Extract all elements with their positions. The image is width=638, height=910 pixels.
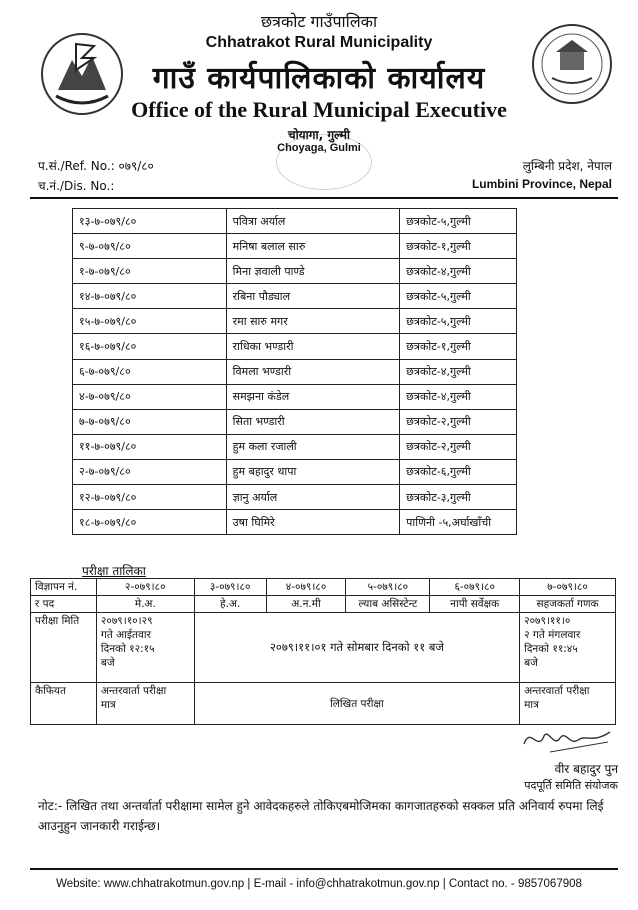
candidate-id: १-७-०७९/८० bbox=[73, 259, 227, 284]
note-text: नोट:- लिखित तथा अन्तर्वार्ता परीक्षामा सामेल हुने आवेदकहरुले तोकिएबमोजिमका कागजातहरुको सक्कल प्रति अनिवार्य रुपमा लिई आउनुहुन जानकारी गराईन्छ। bbox=[38, 799, 604, 833]
table-row bbox=[73, 259, 517, 284]
advert-number: ४-०७९।८० bbox=[266, 579, 346, 596]
remark-line: मात्र bbox=[524, 699, 539, 711]
candidate-address: छत्रकोट-६,गुल्मी bbox=[400, 459, 517, 484]
advert-number: २-०७९।८० bbox=[96, 579, 194, 596]
candidate-id: १२-७-०७९/८० bbox=[73, 485, 227, 510]
location-nepali: चोयागा, गुल्मी bbox=[287, 128, 351, 142]
candidate-name: राधिका भण्डारी bbox=[226, 334, 399, 359]
province-english: Lumbini Province, Nepal bbox=[471, 177, 612, 191]
municipality-name-nepali: छत्रकोट गाउँपालिका bbox=[260, 12, 378, 31]
candidate-id: १५-७-०७९/८० bbox=[73, 309, 227, 334]
table-row bbox=[73, 409, 517, 434]
advert-number: ३-०७९।८० bbox=[194, 579, 266, 596]
province-nepali: लुम्बिनी प्रदेश, नेपाल bbox=[522, 159, 612, 173]
candidate-id: ६-७-०७९/८० bbox=[73, 359, 227, 384]
candidate-id: २-७-०७९/८० bbox=[73, 459, 227, 484]
remark-line: अन्तरवार्ता परीक्षा bbox=[100, 685, 167, 697]
table-row bbox=[73, 459, 517, 484]
date-line: २०७९।१०।२९ bbox=[100, 615, 153, 627]
candidate-id: ११-७-०७९/८० bbox=[73, 434, 227, 459]
post-name: ल्याब असिस्टेन्ट bbox=[346, 596, 430, 613]
office-name-nepali: गाउँ कार्यपालिकाको कार्यालय bbox=[152, 61, 486, 96]
remark-line: अन्तरवार्ता परीक्षा bbox=[524, 685, 590, 697]
date-line: बजे bbox=[524, 657, 538, 669]
location-english: Choyaga, Gulmi bbox=[277, 142, 361, 154]
exam-date-last bbox=[520, 613, 616, 683]
candidate-address: छत्रकोट-४,गुल्मी bbox=[400, 359, 517, 384]
post-name: अ.न.मी bbox=[266, 596, 346, 613]
candidate-address: छत्रकोट-१,गुल्मी bbox=[400, 334, 517, 359]
candidate-name: रमा सारु मगर bbox=[226, 309, 399, 334]
candidate-name: पवित्रा अर्याल bbox=[226, 209, 399, 234]
table-row bbox=[73, 434, 517, 459]
candidate-name: रबिना पौड्याल bbox=[226, 284, 399, 309]
remark-first bbox=[96, 683, 194, 725]
advert-number: ७-०७९।८० bbox=[520, 579, 616, 596]
candidate-name: सिता भण्डारी bbox=[226, 409, 399, 434]
post-name: सहजकर्ता गणक bbox=[520, 596, 616, 613]
table-row bbox=[73, 284, 517, 309]
table-row bbox=[73, 209, 517, 234]
date-line: २ गते मंगलवार bbox=[524, 629, 581, 641]
candidate-address: छत्रकोट-४,गुल्मी bbox=[400, 259, 517, 284]
signature-scribble-icon bbox=[520, 722, 614, 758]
date-line: बजे bbox=[100, 657, 115, 669]
date-line: दिनको ११:४५ bbox=[524, 643, 578, 655]
office-name-english: Office of the Rural Municipal Executive bbox=[131, 97, 507, 122]
municipality-name-english: Chhatrakot Rural Municipality bbox=[205, 34, 433, 51]
signatory-name: वीर बहादुर पुन bbox=[554, 762, 618, 776]
remarks-label: कैफियत bbox=[31, 683, 97, 725]
reference-number: प.सं./Ref. No.: ०७९/८० bbox=[38, 159, 154, 173]
exam-date-first bbox=[96, 613, 194, 683]
remark-last bbox=[520, 683, 616, 725]
candidate-address: छत्रकोट-४,गुल्मी bbox=[400, 384, 517, 409]
header-divider bbox=[30, 197, 618, 199]
table-row bbox=[73, 510, 517, 535]
footer-contact: Website: www.chhatrakotmun.gov.np | E-mail - info@chhatrakotmun.gov.np | Contact no. - 9857067908 bbox=[56, 878, 582, 890]
candidate-address: छत्रकोट-५,गुल्मी bbox=[400, 284, 517, 309]
candidate-name: ज्ञानु अर्याल bbox=[226, 485, 399, 510]
advert-number: ५-०७९।८० bbox=[346, 579, 430, 596]
candidate-address: छत्रकोट-५,गुल्मी bbox=[400, 209, 517, 234]
candidate-address: छत्रकोट-३,गुल्मी bbox=[400, 485, 517, 510]
post-label: र पद bbox=[31, 596, 97, 613]
candidate-id: १८-७-०७९/८० bbox=[73, 510, 227, 535]
candidate-name: विमला भण्डारी bbox=[226, 359, 399, 384]
date-line: गते आईतवार bbox=[100, 629, 151, 641]
candidate-id: १४-७-०७९/८० bbox=[73, 284, 227, 309]
exam-date-common: २०७९।११।०१ गते सोमबार दिनको ११ बजे bbox=[194, 613, 519, 683]
candidate-id: १६-७-०७९/८० bbox=[73, 334, 227, 359]
exam-schedule-table bbox=[30, 578, 616, 725]
schedule-title: परीक्षा तालिका bbox=[82, 564, 146, 578]
candidate-id: १३-७-०७९/८० bbox=[73, 209, 227, 234]
candidate-name: हुम बहादुर थापा bbox=[226, 459, 399, 484]
date-line: २०७९।११।० bbox=[524, 615, 571, 627]
candidate-name: मिना ज्ञवाली पाण्डे bbox=[226, 259, 399, 284]
table-row bbox=[73, 309, 517, 334]
exam-date-label: परीक्षा मिति bbox=[31, 613, 97, 683]
advert-number: ६-०७९।८० bbox=[430, 579, 520, 596]
remark-common: लिखित परीक्षा bbox=[194, 683, 519, 725]
candidate-address: छत्रकोट-२,गुल्मी bbox=[400, 409, 517, 434]
candidate-address: छत्रकोट-१,गुल्मी bbox=[400, 234, 517, 259]
candidate-address: पाणिनी -५,अर्घाखाँची bbox=[400, 510, 517, 535]
table-row bbox=[73, 234, 517, 259]
candidate-name: उषा घिमिरे bbox=[226, 510, 399, 535]
remark-line: मात्र bbox=[100, 699, 116, 711]
footer-divider bbox=[30, 868, 618, 870]
dispatch-number: च.नं./Dis. No.: bbox=[38, 179, 115, 193]
candidate-name: समझना कंडेल bbox=[226, 384, 399, 409]
post-name: नापी सर्वेक्षक bbox=[430, 596, 520, 613]
post-name: हे.अ. bbox=[194, 596, 266, 613]
candidate-table bbox=[72, 208, 517, 535]
table-row bbox=[73, 485, 517, 510]
candidate-address: छत्रकोट-५,गुल्मी bbox=[400, 309, 517, 334]
candidate-id: ७-७-०७९/८० bbox=[73, 409, 227, 434]
candidate-name: मनिषा बलाल सारु bbox=[226, 234, 399, 259]
date-line: दिनको १२:१५ bbox=[100, 643, 155, 655]
table-row bbox=[73, 334, 517, 359]
candidate-id: ४-७-०७९/८० bbox=[73, 384, 227, 409]
candidate-id: ९-७-०७९/८० bbox=[73, 234, 227, 259]
candidate-address: छत्रकोट-२,गुल्मी bbox=[400, 434, 517, 459]
post-name: मे.अ. bbox=[96, 596, 194, 613]
table-row bbox=[73, 384, 517, 409]
table-row bbox=[73, 359, 517, 384]
candidate-name: हुम कला रजाली bbox=[226, 434, 399, 459]
signatory-title: पदपूर्ति समिति संयोजक bbox=[524, 779, 618, 792]
advert-number-label: विज्ञापन नं. bbox=[31, 579, 97, 596]
